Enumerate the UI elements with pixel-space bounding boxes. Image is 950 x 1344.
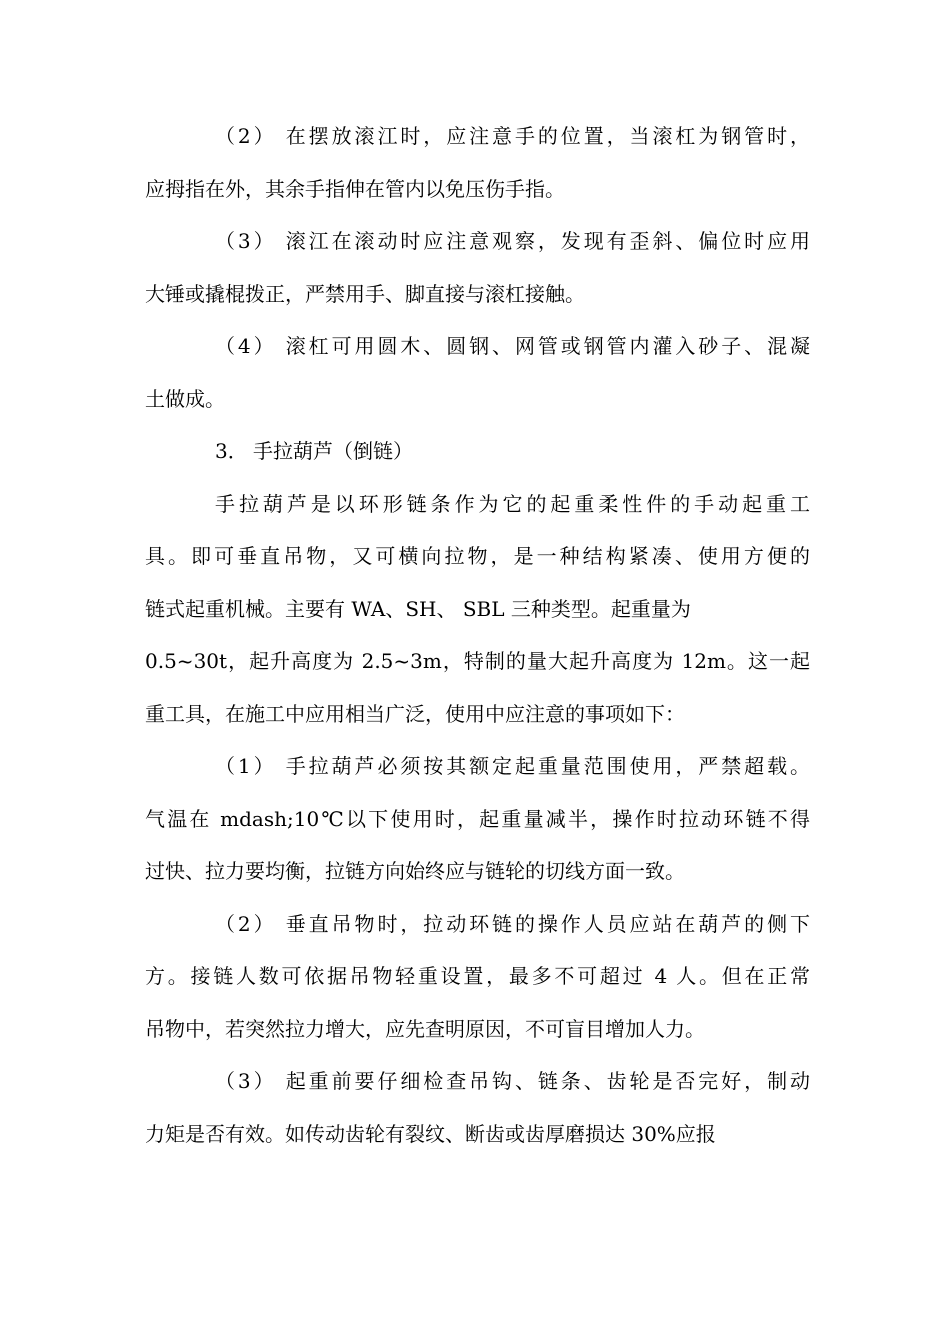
text-line: 应拇指在外，其余手指伸在管内以免压伤手指。 [145,176,565,201]
text-line: （2） 在摆放滚江时，应注意手的位置，当滚杠为钢管时， [215,124,810,148]
text-line: （3） 起重前要仔细检查吊钩、链条、齿轮是否完好，制动 [215,1069,810,1093]
text-line: （3） 滚江在滚动时应注意观察，发现有歪斜、偏位时应用 [215,229,810,253]
text-line: 手拉葫芦是以环形链条作为它的起重柔性件的手动起重工 [215,491,810,516]
text-line: 土做成。 [145,386,225,411]
section-heading [145,425,810,478]
paragraph-roller-item-2 [145,110,810,215]
text-line: （1） 手拉葫芦必须按其额定起重量范围使用，严禁超载。 [215,754,810,778]
text-line: （4） 滚杠可用圆木、圆钢、网管或钢管内灌入砂子、混凝 [215,334,810,358]
section-number: 3． [215,439,248,463]
text-line: 方。接链人数可依据吊物轻重设置，最多不可超过 4 人。但在正常 [145,964,810,988]
paragraph-hoist-intro [145,478,810,741]
text-line: 力矩是否有效。如传动齿轮有裂纹、断齿或齿厚磨损达 30%应报 [145,1121,716,1146]
text-line: 重工具，在施工中应用相当广泛，使用中应注意的事项如下： [145,701,685,726]
paragraph-roller-item-4 [145,320,810,425]
paragraph-hoist-item-3 [145,1055,810,1160]
paragraph-hoist-item-2 [145,898,810,1056]
document-body [145,110,810,1160]
text-line: 具。即可垂直吊物，又可横向拉物，是一种结构紧凑、使用方便的 [145,544,810,568]
text-line: 吊物中，若突然拉力增大，应先查明原因，不可盲目增加人力。 [145,1016,705,1041]
paragraph-roller-item-3 [145,215,810,320]
paragraph-hoist-item-1 [145,740,810,898]
text-line: （2） 垂直吊物时，拉动环链的操作人员应站在葫芦的侧下 [215,911,810,936]
section-title: 手拉葫芦（倒链） [253,439,413,463]
text-line: 大锤或撬棍拨正，严禁用手、脚直接与滚杠接触。 [145,281,585,306]
text-line: 链式起重机械。主要有 WA、SH、 SBL 三种类型。起重量为 [145,596,691,621]
text-line: 气温在 mdash;10℃以下使用时，起重量减半，操作时拉动环链不得 [145,806,810,831]
text-line: 过快、拉力要均衡，拉链方向始终应与链轮的切线方面一致。 [145,859,685,883]
text-line: 0.5~30t，起升高度为 2.5~3m，特制的量大起升高度为 12m。这一起 [145,649,810,673]
